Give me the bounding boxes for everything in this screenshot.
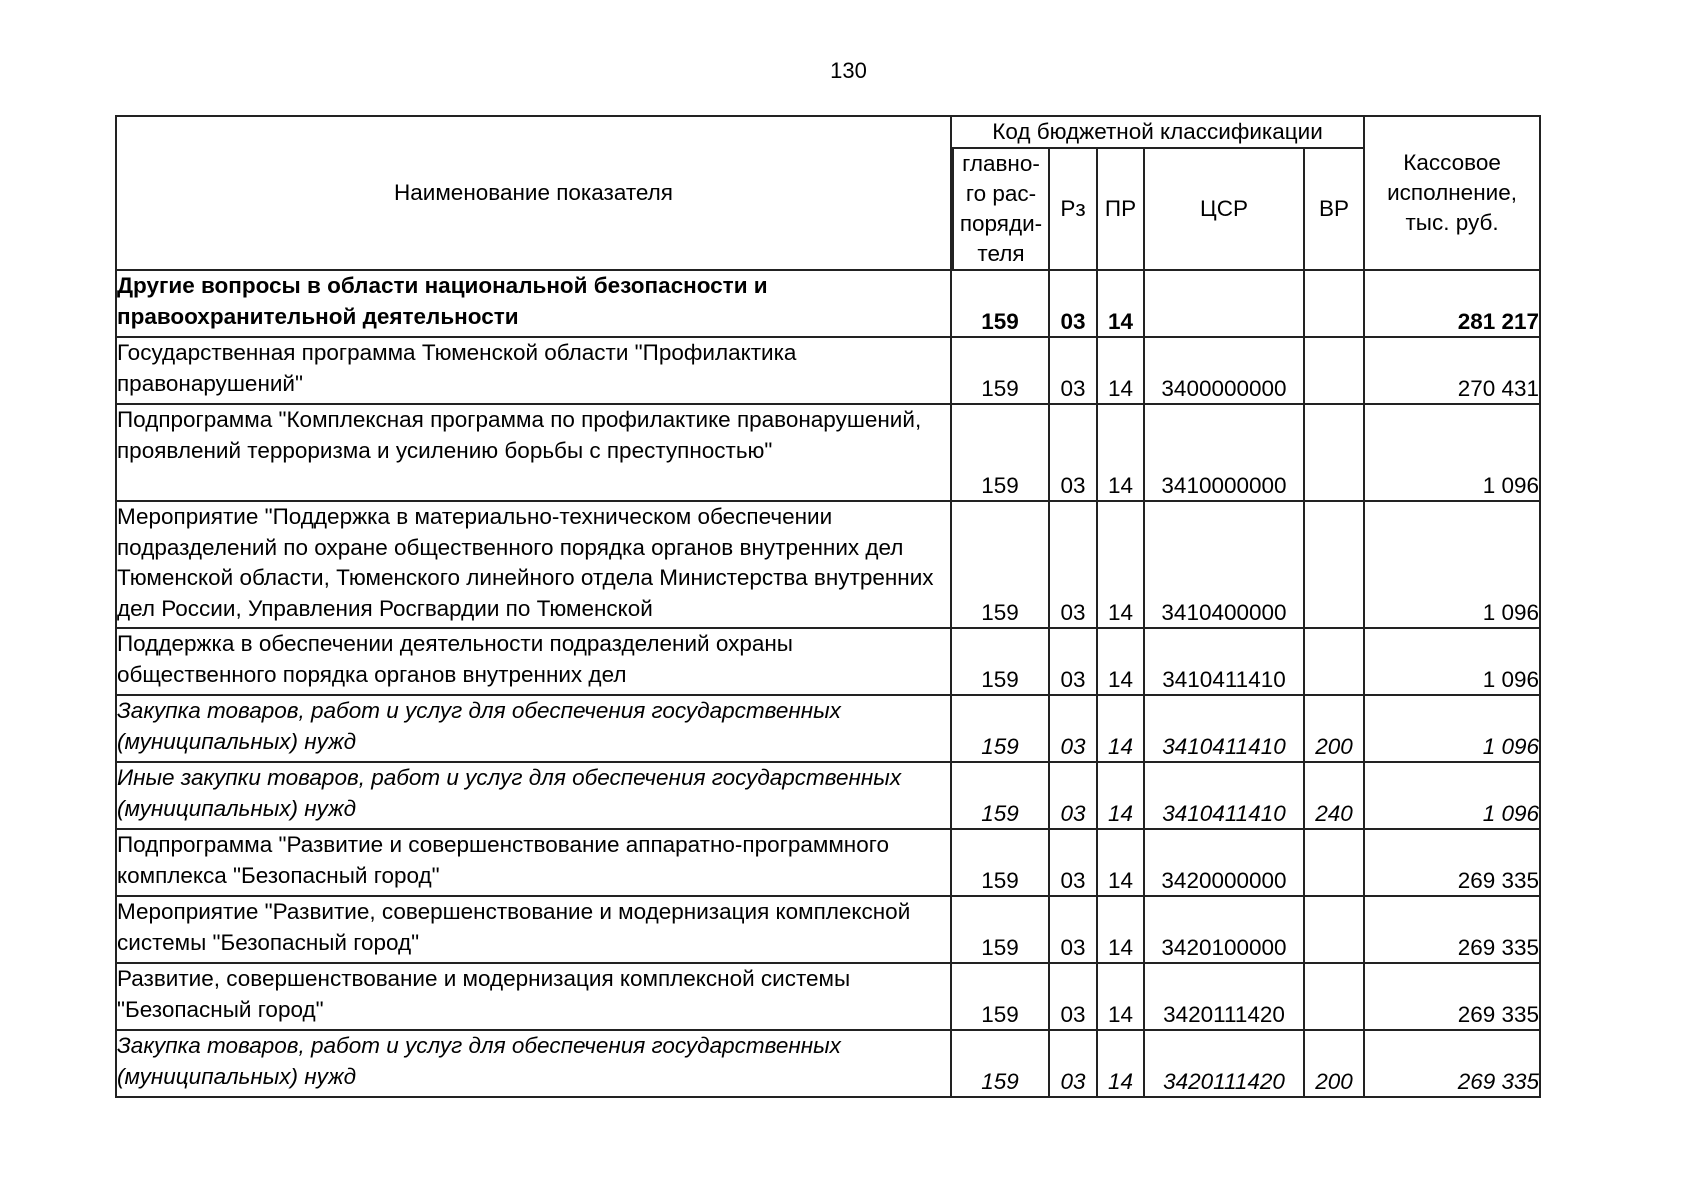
row-amount: 1 096 [1365,405,1541,502]
row-pr: 14 [1098,763,1145,830]
row-pr: 14 [1098,338,1145,405]
row-pr: 14 [1098,897,1145,964]
row-name: Закупка товаров, работ и услуг для обеспечения государственных (муниципальных) нужд [115,696,952,763]
row-pr: 14 [1098,271,1145,338]
row-pr: 14 [1098,502,1145,629]
row-glavn: 159 [952,629,1050,696]
table-row [115,271,1541,338]
row-glavn: 159 [952,897,1050,964]
row-csr: 3420111420 [1145,964,1305,1031]
row-rz: 03 [1050,629,1098,696]
row-rz: 03 [1050,830,1098,897]
row-glavn: 159 [952,964,1050,1031]
row-glavn: 159 [952,763,1050,830]
table-row [115,502,1541,629]
row-glavn: 159 [952,830,1050,897]
row-rz: 03 [1050,338,1098,405]
row-glavn: 159 [952,696,1050,763]
header-glavn: главно-го рас-поряди-теля [952,149,1050,271]
row-pr: 14 [1098,405,1145,502]
row-pr: 14 [1098,629,1145,696]
row-rz: 03 [1050,405,1098,502]
row-name: Мероприятие "Развитие, совершенствование и модернизация комплексной системы "Безопасный город" [115,897,952,964]
row-vr: 240 [1305,763,1365,830]
row-csr: 3420000000 [1145,830,1305,897]
header-name: Наименование показателя [115,115,952,271]
row-name: Государственная программа Тюменской области "Профилактика правонарушений" [115,338,952,405]
row-name: Подпрограмма "Комплексная программа по профилактике правонарушений, проявлений терроризма и усилению борьбы с преступностью" [115,405,952,502]
row-vr [1305,338,1365,405]
table-row [115,338,1541,405]
header-amount: Кассовое исполнение, тыс. руб. [1365,115,1541,271]
row-rz: 03 [1050,763,1098,830]
row-csr: 3420111420 [1145,1031,1305,1098]
row-amount: 1 096 [1365,696,1541,763]
table-body [115,271,1541,1098]
header-classification-group: Код бюджетной классификации [952,115,1365,149]
row-rz: 03 [1050,897,1098,964]
table-row [115,897,1541,964]
header-rz: Рз [1050,149,1098,271]
row-glavn: 159 [952,271,1050,338]
row-name: Подпрограмма "Развитие и совершенствование аппаратно-программного комплекса "Безопасный город" [115,830,952,897]
row-glavn: 159 [952,1031,1050,1098]
row-csr: 3420100000 [1145,897,1305,964]
table-row [115,964,1541,1031]
row-rz: 03 [1050,696,1098,763]
row-amount: 269 335 [1365,897,1541,964]
table-row [115,763,1541,830]
row-vr: 200 [1305,696,1365,763]
row-rz: 03 [1050,502,1098,629]
row-vr [1305,271,1365,338]
row-rz: 03 [1050,964,1098,1031]
row-vr [1305,897,1365,964]
page-number: 130 [830,58,867,83]
row-name: Иные закупки товаров, работ и услуг для обеспечения государственных (муниципальных) нужд [115,763,952,830]
row-vr [1305,830,1365,897]
row-csr: 3410411410 [1145,629,1305,696]
row-vr [1305,502,1365,629]
table-row [115,405,1541,502]
row-glavn: 159 [952,405,1050,502]
row-vr: 200 [1305,1031,1365,1098]
row-csr: 3410400000 [1145,502,1305,629]
table-row [115,1031,1541,1098]
header-pr: ПР [1098,149,1145,271]
header-csr: ЦСР [1145,149,1305,271]
row-amount: 270 431 [1365,338,1541,405]
row-pr: 14 [1098,830,1145,897]
row-amount: 269 335 [1365,1031,1541,1098]
row-csr: 3410000000 [1145,405,1305,502]
row-csr [1145,271,1305,338]
row-csr: 3410411410 [1145,696,1305,763]
row-amount: 269 335 [1365,964,1541,1031]
row-csr: 3410411410 [1145,763,1305,830]
row-amount: 1 096 [1365,763,1541,830]
row-pr: 14 [1098,964,1145,1031]
header-vr: ВР [1305,149,1365,271]
row-name: Мероприятие "Поддержка в материально-техническом обеспечении подразделений по охране общественного порядка органов внутренних дел Тюменской области, Тюменского линейного отдела Министерства внутренних дел России, Управления Росгвардии по Тюменской [115,502,952,629]
row-pr: 14 [1098,1031,1145,1098]
row-glavn: 159 [952,502,1050,629]
row-amount: 281 217 [1365,271,1541,338]
row-name: Другие вопросы в области национальной безопасности и правоохранительной деятельности [115,271,952,338]
table-row [115,830,1541,897]
row-name: Поддержка в обеспечении деятельности подразделений охраны общественного порядка органов внутренних дел [115,629,952,696]
row-vr [1305,629,1365,696]
row-glavn: 159 [952,338,1050,405]
budget-table [115,115,1541,1098]
table-row [115,629,1541,696]
row-amount: 1 096 [1365,502,1541,629]
row-name: Закупка товаров, работ и услуг для обеспечения государственных (муниципальных) нужд [115,1031,952,1098]
row-amount: 269 335 [1365,830,1541,897]
row-amount: 1 096 [1365,629,1541,696]
table-row [115,696,1541,763]
row-vr [1305,964,1365,1031]
row-vr [1305,405,1365,502]
row-csr: 3400000000 [1145,338,1305,405]
row-pr: 14 [1098,696,1145,763]
row-rz: 03 [1050,1031,1098,1098]
row-rz: 03 [1050,271,1098,338]
row-name: Развитие, совершенствование и модернизация комплексной системы "Безопасный город" [115,964,952,1031]
